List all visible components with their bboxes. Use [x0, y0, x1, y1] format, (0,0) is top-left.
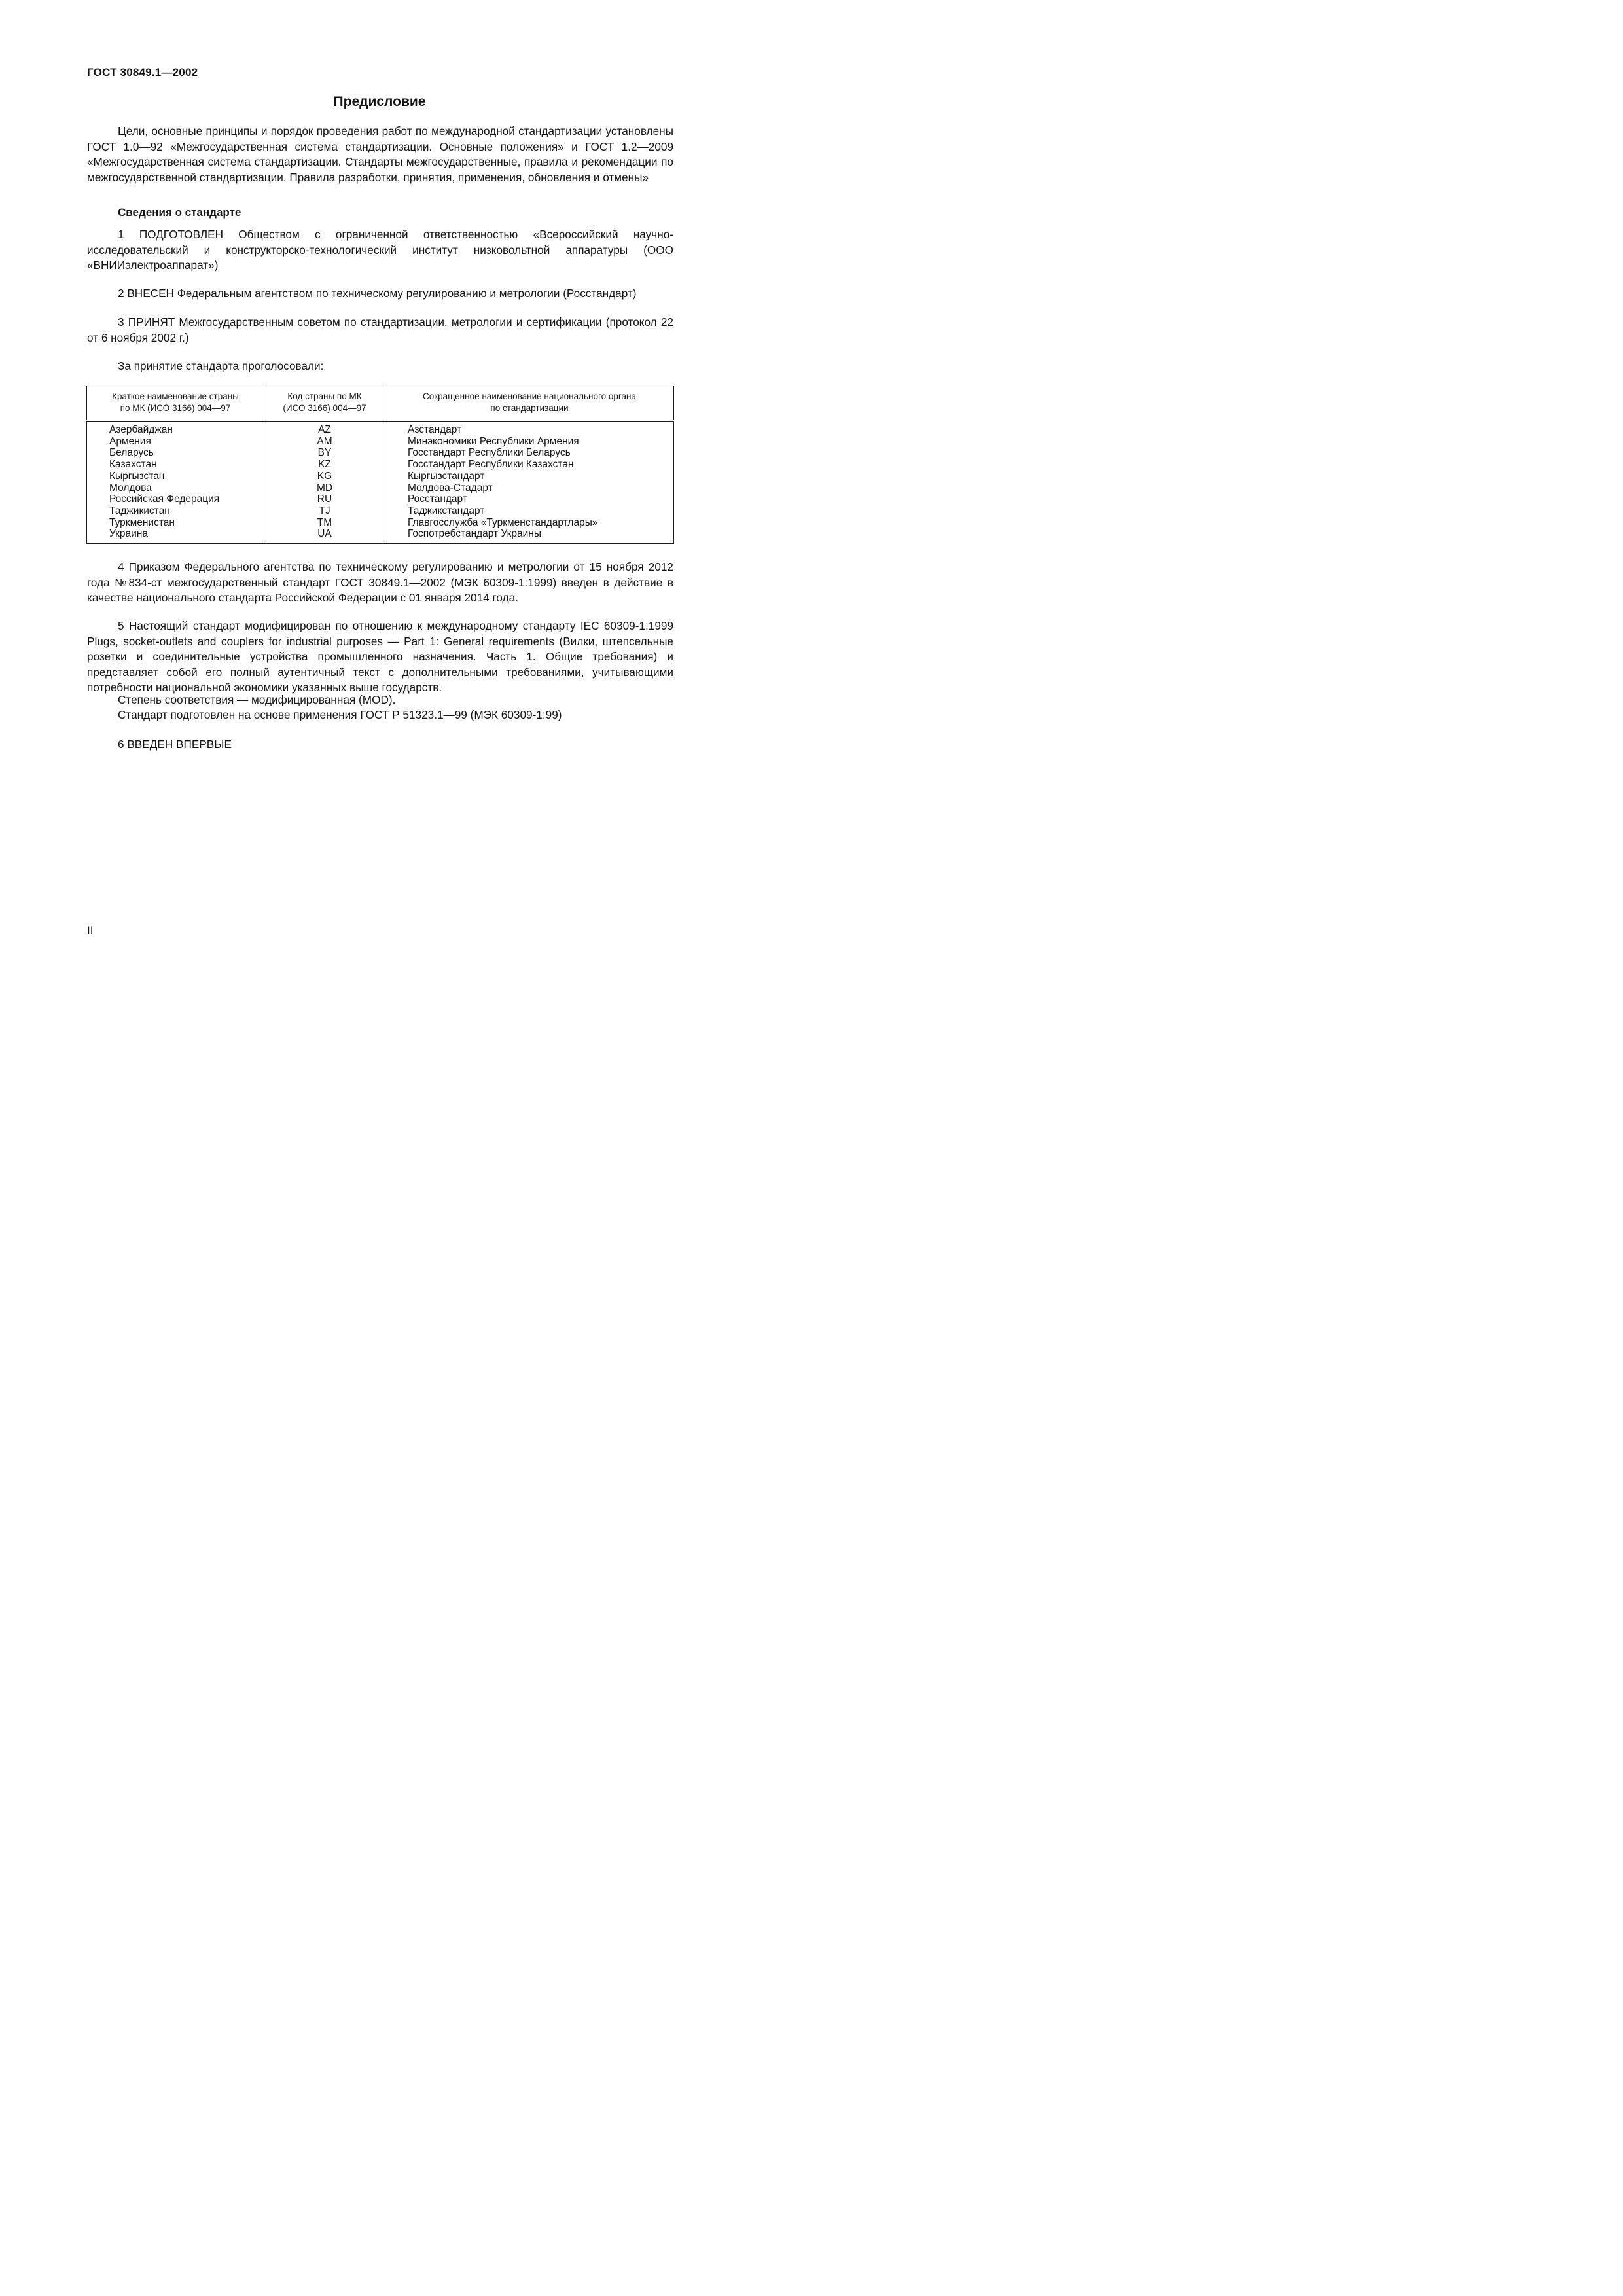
cell-body: Минэкономики Республики Армения: [408, 435, 579, 447]
cell-code: BY: [264, 447, 385, 459]
cell-country: Молдова: [87, 482, 264, 494]
header-code: [264, 386, 385, 421]
item-5-paragraph: 5 Настоящий стандарт модифицирован по отношению к международному стандарту IEC 60309-1:1999 Plugs, socket-outlets and couplers for industrial purposes — Part 1: General requirements (Вилки, штепсельные розетки и соединительные устройства промышленного назначения. Часть 1. Общие требования) и представляет собой его полный аутентичный текст с дополнительными требованиями, учитывающими потребности национальной экономики указанных выше государств.: [87, 619, 673, 694]
header-country-line2: по МК (ИСО 3166) 004—97: [120, 403, 231, 413]
header-body-line2: по стандартизации: [490, 403, 569, 413]
table-row: [87, 447, 674, 459]
cell-country: Азербайджан: [87, 421, 264, 436]
table-row: [87, 493, 674, 505]
page-number: II: [87, 924, 94, 937]
table-row: [87, 421, 674, 436]
table-row: [87, 436, 674, 448]
item-6-paragraph: 6 ВВЕДЕН ВПЕРВЫЕ: [118, 738, 232, 751]
cell-code: UA: [264, 528, 385, 543]
cell-body: Госстандарт Республики Беларусь: [408, 447, 571, 459]
vote-intro: За принятие стандарта проголосовали:: [118, 359, 324, 372]
table-row: [87, 505, 674, 517]
document-page: [0, 0, 723, 1022]
item-5-degree: Степень соответствия — модифицированная (MOD).: [118, 693, 396, 706]
cell-body: Госстандарт Республики Казахстан: [408, 459, 574, 471]
header-body: [385, 386, 674, 421]
cell-code: KZ: [264, 459, 385, 471]
item-2-paragraph: 2 ВНЕСЕН Федеральным агентством по техническому регулированию и метрологии (Росстандарт): [118, 287, 637, 300]
table-header-row: [87, 386, 674, 421]
cell-country: Кыргызстан: [87, 471, 264, 482]
cell-code: TJ: [264, 505, 385, 517]
table-row: [87, 517, 674, 529]
page-title: Предисловие: [333, 94, 426, 109]
cell-country: Российская Федерация: [87, 493, 264, 505]
cell-code: AZ: [264, 421, 385, 436]
cell-code: TM: [264, 517, 385, 529]
header-code-line2: (ИСО 3166) 004—97: [283, 403, 366, 413]
table-row: [87, 482, 674, 494]
cell-body: Кыргызстандарт: [408, 470, 485, 482]
cell-country: Беларусь: [87, 447, 264, 459]
table-row: [87, 471, 674, 482]
cell-country: Таджикистан: [87, 505, 264, 517]
cell-code: AM: [264, 436, 385, 448]
item-5-basis: Стандарт подготовлен на основе применения ГОСТ Р 51323.1—99 (МЭК 60309-1:99): [118, 708, 562, 721]
cell-body: Главгосслужба «Туркменстандартлары»: [408, 516, 598, 528]
table-row: [87, 459, 674, 471]
voting-table: [86, 386, 674, 544]
cell-code: MD: [264, 482, 385, 494]
cell-code: KG: [264, 471, 385, 482]
intro-paragraph: Цели, основные принципы и порядок проведения работ по международной стандартизации установлены ГОСТ 1.0—92 «Межгосударственная система стандартизации. Основные положения» и ГОСТ 1.2—2009 «Межгосударственная система стандартизации. Стандарты межгосударственные, правила и рекомендации по межгосударственной стандартизации. Правила разработки, принятия, применения, обновления и отмены»: [87, 124, 673, 184]
cell-body: Молдова-Стадарт: [408, 482, 493, 493]
item-4-paragraph: 4 Приказом Федерального агентства по техническому регулированию и метрологии от 15 ноября 2012 года №834-ст межгосударственный стандарт ГОСТ 30849.1—2002 (МЭК 60309-1:1999) введен в действие в качестве национального стандарта Российской Федерации с 01 января 2014 года.: [87, 560, 673, 604]
header-body-line1: Сокращенное наименование национального органа: [423, 391, 636, 401]
cell-code: RU: [264, 493, 385, 505]
cell-country: Туркменистан: [87, 517, 264, 529]
document-code: ГОСТ 30849.1—2002: [87, 66, 198, 79]
cell-body: Росстандарт: [408, 493, 467, 505]
cell-country: Казахстан: [87, 459, 264, 471]
header-code-line1: Код страны по МК: [287, 391, 362, 401]
header-country: [87, 386, 264, 421]
cell-country: Армения: [87, 436, 264, 448]
cell-body: Госпотребстандарт Украины: [408, 528, 542, 540]
item-1-paragraph: 1 ПОДГОТОВЛЕН Обществом с ограниченной ответственностью «Всероссийский научно-исследовательский и конструкторско-технологический институт низковольтной аппаратуры (ООО «ВНИИэлектроаппарат»): [87, 228, 673, 272]
header-country-line1: Краткое наименование страны: [112, 391, 239, 401]
subheading: Сведения о стандарте: [118, 206, 241, 219]
item-3-paragraph: 3 ПРИНЯТ Межгосударственным советом по стандартизации, метрологии и сертификации (протокол 22 от 6 ноября 2002 г.): [87, 315, 673, 344]
cell-body: Таджикстандарт: [408, 505, 485, 516]
cell-country: Украина: [87, 528, 264, 543]
cell-body: Азстандарт: [408, 424, 462, 435]
table-row: [87, 528, 674, 543]
